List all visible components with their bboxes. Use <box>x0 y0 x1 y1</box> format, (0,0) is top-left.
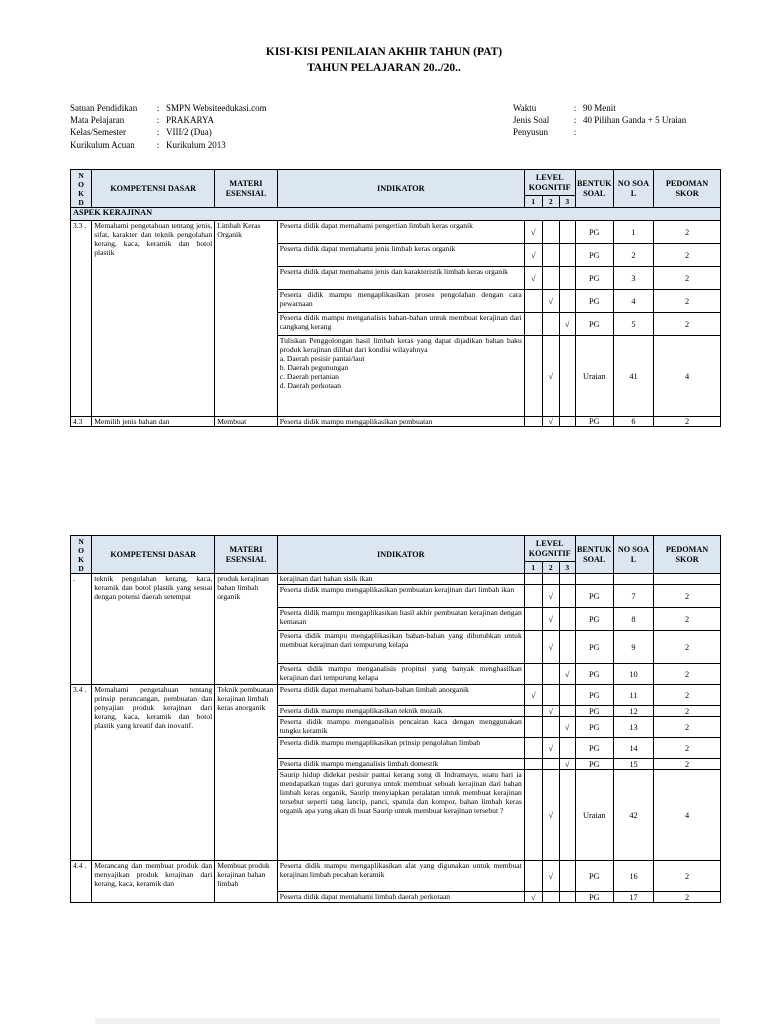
check-mark: √ <box>531 227 536 237</box>
pedoman-skor-cell: 2 <box>654 417 721 427</box>
indikator-cell <box>277 574 524 585</box>
level-2-cell <box>542 685 559 706</box>
level-3-cell <box>559 861 575 892</box>
level-1-cell <box>524 417 542 427</box>
no-soal-cell: 10 <box>613 664 653 685</box>
level-3-cell <box>559 585 575 608</box>
meta-value: SMPN Websiteedukasi.com <box>166 103 267 113</box>
level-2-cell <box>542 313 559 336</box>
header-indikator: INDIKATOR <box>277 170 524 208</box>
pedoman-skor-cell <box>654 574 721 585</box>
header-level-kognitif: LEVEL KOGNITIF <box>524 536 575 562</box>
kisi-kisi-table-1 <box>70 169 721 427</box>
check-mark: √ <box>548 743 554 753</box>
indikator-text: Peserta didik dapat memahami jenis dan karakteristik limbah keras organik <box>279 267 508 276</box>
check-mark: √ <box>564 722 570 732</box>
level-1-cell <box>524 664 542 685</box>
pedoman-skor-cell: 2 <box>654 631 721 664</box>
header-bentuk-soal: BENTUK SOAL <box>575 170 613 208</box>
meta-colon: : <box>573 127 577 138</box>
materi-esensial-text: Teknik pembuatan kerajinan limbah keras anorganik <box>215 685 278 861</box>
level-2-cell <box>542 631 559 664</box>
indikator-text: Peserta didik mampu menganalisis limbah domestik <box>279 759 439 768</box>
check-mark: √ <box>548 417 554 426</box>
header-indikator: INDIKATOR <box>277 536 524 574</box>
check-mark: √ <box>548 871 554 881</box>
indikator-cell <box>277 685 524 706</box>
indikator-cell <box>277 717 524 738</box>
indikator-text: Peserta didik mampu mengaplikasikan proses pengolahan dengan cara pewarnaan <box>279 290 522 308</box>
indikator-cell <box>277 631 524 664</box>
level-1-cell <box>524 608 542 631</box>
meta-value: PRAKARYA <box>166 115 215 126</box>
aspect-heading: ASPEK KERAJINAN <box>71 208 721 221</box>
level-2-cell <box>542 608 559 631</box>
level-3-cell <box>559 664 575 685</box>
indikator-cell <box>277 759 524 770</box>
bentuk-soal-cell: PG <box>575 608 613 631</box>
meta-label: Kurikulum Acuan <box>70 139 135 150</box>
kd-number: 3.4 . <box>71 685 92 861</box>
indikator-text: Peserta didik mampu menganalisis propinsi yang banyak menghasilkan kerajinan dari tempurung kelapa <box>279 664 522 682</box>
header-level-3: 3 <box>559 196 575 208</box>
meta-row <box>70 114 267 126</box>
kd-number: . <box>71 574 92 685</box>
indikator-text: Peserta didik mampu mengaplikasikan pembuatan <box>279 417 433 426</box>
header-level-1: 1 <box>524 562 542 574</box>
level-3-cell <box>559 759 575 770</box>
check-mark: √ <box>548 371 554 381</box>
meta-colon: : <box>573 103 577 113</box>
indikator-cell <box>277 221 524 244</box>
indikator-cell <box>277 313 524 336</box>
level-2-cell <box>542 738 559 759</box>
meta-value: 40 Pilihan Ganda + 5 Uraian <box>583 115 687 126</box>
meta-value: VIII/2 (Dua) <box>166 127 212 138</box>
level-3-cell <box>559 892 575 903</box>
indikator-cell <box>277 244 524 267</box>
pedoman-skor-cell: 2 <box>654 706 721 717</box>
level-1-cell <box>524 631 542 664</box>
level-3-cell <box>559 574 575 585</box>
level-3-cell <box>559 221 575 244</box>
check-mark: √ <box>548 591 554 601</box>
header-bentuk-soal: BENTUK SOAL <box>575 536 613 574</box>
check-mark: √ <box>548 810 554 820</box>
pedoman-skor-cell: 2 <box>654 267 721 290</box>
indikator-text: Peserta didik mampu mengaplikasikan bahan-bahan yang dibutuhkan untuk membuat kerajinan dari tempurung kelapa <box>279 631 522 649</box>
meta-label: Jenis Soal <box>513 115 550 126</box>
indikator-text: Peserta didik dapat memahami pengertian limbah keras organik <box>279 221 473 230</box>
meta-label: Waktu <box>513 103 537 113</box>
pedoman-skor-cell: 2 <box>654 685 721 706</box>
level-3-cell <box>559 706 575 717</box>
indikator-option: c. Daerah pertanian <box>279 372 339 381</box>
kd-number: 4.4 . <box>71 861 92 903</box>
bentuk-soal-cell: PG <box>575 664 613 685</box>
table-row <box>71 861 721 892</box>
bentuk-soal-cell <box>575 574 613 585</box>
level-3-cell <box>559 417 575 427</box>
no-soal-cell: 6 <box>613 417 653 427</box>
level-1-cell <box>524 221 542 244</box>
check-mark: √ <box>531 690 536 700</box>
meta-colon: : <box>573 115 577 126</box>
pedoman-skor-cell: 2 <box>654 664 721 685</box>
bentuk-soal-cell: PG <box>575 631 613 664</box>
level-2-cell <box>542 290 559 313</box>
indikator-option: a. Daerah pesisir pantai/laut <box>279 354 365 363</box>
indikator-cell <box>277 664 524 685</box>
indikator-cell <box>277 770 524 861</box>
indikator-cell <box>277 892 524 903</box>
meta-colon: : <box>156 103 160 113</box>
pedoman-skor-cell: 2 <box>654 608 721 631</box>
indikator-cell <box>277 417 524 427</box>
no-soal-cell: 3 <box>613 267 653 290</box>
no-soal-cell: 13 <box>613 717 653 738</box>
header-level-kognitif: LEVEL KOGNITIF <box>524 170 575 196</box>
level-3-cell <box>559 313 575 336</box>
bentuk-soal-cell: PG <box>575 417 613 427</box>
table-row <box>71 685 721 706</box>
meta-colon: : <box>156 139 160 150</box>
meta-label: Mata Pelajaran <box>70 115 125 126</box>
bentuk-soal-cell: PG <box>575 313 613 336</box>
meta-colon: : <box>156 127 160 138</box>
check-mark: √ <box>548 614 554 624</box>
header-kompetensi-dasar: KOMPETENSI DASAR <box>92 170 215 208</box>
header-materi-esensial: MATERI ESENSIAL <box>215 536 278 574</box>
level-1-cell <box>524 685 542 706</box>
page-bottom-edge <box>95 1018 720 1024</box>
bentuk-soal-cell: PG <box>575 290 613 313</box>
indikator-text: Peserta didik mampu mengaplikasikan prinsip pengolahan limbah <box>279 738 481 747</box>
level-2-cell <box>542 221 559 244</box>
level-1-cell <box>524 313 542 336</box>
indikator-text: Peserta didik dapat memahami limbah daerah perkotaan <box>279 892 451 901</box>
level-2-cell <box>542 770 559 861</box>
header-pedoman-skor: PEDOMAN SKOR <box>654 170 721 208</box>
indikator-text: Peserta didik mampu mengaplikasikan pembuatan kerajinan dari limbah ikan <box>279 585 515 594</box>
level-2-cell <box>542 759 559 770</box>
indikator-cell <box>277 608 524 631</box>
level-2-cell <box>542 574 559 585</box>
meta-label: Penyusun <box>513 127 549 138</box>
bentuk-soal-cell: PG <box>575 685 613 706</box>
level-2-cell <box>542 417 559 427</box>
header-level-2: 2 <box>542 196 559 208</box>
level-2-cell <box>542 585 559 608</box>
indikator-text: Peserta didik mampu mengaplikasikan alat yang digunakan untuk membuat kerajinan limbah pecahan keramik <box>279 861 522 879</box>
level-1-cell <box>524 770 542 861</box>
kd-number: 4.3 <box>71 417 92 427</box>
bentuk-soal-cell: PG <box>575 221 613 244</box>
indikator-text: Saurip hidup didekat pesisir pantai kerang song di Indramayu, suatu hari ia mendapatkan tugas dari gurunya untuk membuat sebuah kerajinan dari bahan limbah keras organik, Saurip menyiapkan peralatan untuk membuat kerajinan tersebut seperti tang lancip, panci, spatula dan kompor, bahan limbah keras organik apa yang akan di buat Saurip untuk membuat kerajinan tersebut ? <box>279 770 522 815</box>
pedoman-skor-cell: 2 <box>654 738 721 759</box>
level-1-cell <box>524 585 542 608</box>
materi-esensial-text: Membuat <box>215 417 278 427</box>
level-1-cell <box>524 738 542 759</box>
document-title: KISI-KISI PENILAIAN AKHIR TAHUN (PAT) <box>265 46 503 58</box>
pedoman-skor-cell: 2 <box>654 585 721 608</box>
bentuk-soal-cell: PG <box>575 717 613 738</box>
materi-esensial-text: produk kerajinan bahan limbah organik <box>215 574 278 685</box>
bentuk-soal-cell: PG <box>575 738 613 759</box>
check-mark: √ <box>531 250 536 260</box>
header-no-soal: NO SOA L <box>613 536 653 574</box>
indikator-text: Peserta didik mampu mengaplikasikan hasil akhir pembuatan kerajinan dengan kemasan <box>279 608 522 626</box>
no-soal-cell: 11 <box>613 685 653 706</box>
meta-label: Satuan Pendidikan <box>70 103 138 113</box>
no-soal-cell: 42 <box>613 770 653 861</box>
pedoman-skor-cell: 2 <box>654 290 721 313</box>
level-3-cell <box>559 738 575 759</box>
header-level-1: 1 <box>524 196 542 208</box>
level-2-cell <box>542 336 559 417</box>
header-no-kd: N O K D <box>71 170 92 208</box>
materi-esensial-text: Membuat produk kerajinan bahan limbah <box>215 861 278 903</box>
no-soal-cell: 4 <box>613 290 653 313</box>
check-mark: √ <box>564 669 570 679</box>
no-soal-cell: 14 <box>613 738 653 759</box>
document-subtitle: TAHUN PELAJARAN 20../20.. <box>307 62 461 74</box>
header-no-soal: NO SOA L <box>613 170 653 208</box>
level-2-cell <box>542 706 559 717</box>
indikator-cell <box>277 290 524 313</box>
indikator-text: Peserta didik mampu menganalisis bahan-bahan untuk membuat kerajinan dari cangkang kerang <box>279 313 522 331</box>
level-3-cell <box>559 717 575 738</box>
level-2-cell <box>542 244 559 267</box>
no-soal-cell: 12 <box>613 706 653 717</box>
pedoman-skor-cell: 2 <box>654 244 721 267</box>
bentuk-soal-cell: PG <box>575 759 613 770</box>
meta-row <box>513 102 686 114</box>
level-3-cell <box>559 290 575 313</box>
level-3-cell <box>559 244 575 267</box>
indikator-option: d. Daerah perkotaan <box>279 381 342 390</box>
meta-right <box>513 102 686 139</box>
no-soal-cell: 17 <box>613 892 653 903</box>
meta-colon: : <box>156 115 160 126</box>
bentuk-soal-cell: PG <box>575 892 613 903</box>
pedoman-skor-cell: 2 <box>654 861 721 892</box>
level-3-cell <box>559 336 575 417</box>
kisi-kisi-table-2 <box>70 535 721 903</box>
indikator-cell <box>277 738 524 759</box>
pedoman-skor-cell: 4 <box>654 770 721 861</box>
kompetensi-dasar-text: Memahami pengetahuan tentang prinsip perancangan, pembuatan dan penyajian produk kerajinan dari kerang, kaca, keramik dan botol plastik yang kreatif dan inovatif. <box>92 685 215 861</box>
kompetensi-dasar-text: teknik pengolahan kerang, kaca, keramik dan botol plastik yang sesuai dengan potensi daerah setempat <box>92 574 215 685</box>
bentuk-soal-cell: Uraian <box>575 336 613 417</box>
level-3-cell <box>559 685 575 706</box>
level-1-cell <box>524 574 542 585</box>
check-mark: √ <box>531 273 536 283</box>
table-row <box>71 417 721 427</box>
no-soal-cell <box>613 574 653 585</box>
meta-row <box>70 139 267 151</box>
check-mark: √ <box>548 296 554 306</box>
check-mark: √ <box>531 892 536 902</box>
level-3-cell <box>559 770 575 861</box>
bentuk-soal-cell: PG <box>575 706 613 717</box>
no-soal-cell: 7 <box>613 585 653 608</box>
header-kompetensi-dasar: KOMPETENSI DASAR <box>92 536 215 574</box>
indikator-text: Peserta didik dapat memahami bahan-bahan limbah anorganik <box>279 685 469 694</box>
pedoman-skor-cell: 2 <box>654 717 721 738</box>
indikator-text: Peserta didik mampu menganalisis pencairan kaca dengan menggunakan tungku keramik <box>279 717 522 735</box>
meta-label: Kelas/Semester <box>70 127 126 138</box>
no-soal-cell: 1 <box>613 221 653 244</box>
level-3-cell <box>559 267 575 290</box>
bentuk-soal-cell: PG <box>575 267 613 290</box>
indikator-cell <box>277 267 524 290</box>
table-row <box>71 574 721 585</box>
pedoman-skor-cell: 2 <box>654 313 721 336</box>
pedoman-skor-cell: 2 <box>654 892 721 903</box>
level-1-cell <box>524 892 542 903</box>
level-1-cell <box>524 267 542 290</box>
level-1-cell <box>524 290 542 313</box>
pedoman-skor-cell: 2 <box>654 759 721 770</box>
level-1-cell <box>524 759 542 770</box>
indikator-cell <box>277 706 524 717</box>
meta-value: 90 Menit <box>583 103 616 113</box>
level-3-cell <box>559 608 575 631</box>
no-soal-cell: 9 <box>613 631 653 664</box>
meta-left <box>70 102 267 151</box>
bentuk-soal-cell: PG <box>575 585 613 608</box>
meta-value: Kurikulum 2013 <box>166 139 226 150</box>
check-mark: √ <box>564 319 570 329</box>
check-mark: √ <box>564 759 570 769</box>
no-soal-cell: 15 <box>613 759 653 770</box>
level-1-cell <box>524 717 542 738</box>
indikator-text: Tuliskan Penggolongan hasil limbah keras yang dapat dijadikan bahan baku produk kerajinan dilihat dari kondisi wilayahnya <box>279 336 522 354</box>
check-mark: √ <box>548 642 554 652</box>
meta-row <box>70 126 267 138</box>
level-1-cell <box>524 861 542 892</box>
indikator-text: Peserta didik dapat memahami jenis limbah keras organik <box>279 244 456 253</box>
indikator-cell <box>277 861 524 892</box>
kompetensi-dasar-text: Memahami pengetahuan tentang jenis, sifat, karakter dan teknik pengolahan kerang, kaca, keramik dan botol plastik <box>92 221 215 417</box>
no-soal-cell: 16 <box>613 861 653 892</box>
kompetensi-dasar-text: Memilih jenis bahan dan <box>92 417 215 427</box>
header-level-3: 3 <box>559 562 575 574</box>
meta-row <box>70 102 267 114</box>
kompetensi-dasar-text: Merancang dan membuat produk dan menyajikan produk kerajinan dari kerang, kaca, keramik dan <box>92 861 215 903</box>
level-2-cell <box>542 717 559 738</box>
level-2-cell <box>542 267 559 290</box>
indikator-cell <box>277 585 524 608</box>
header-no-kd: N O K D <box>71 536 92 574</box>
table-row <box>71 221 721 244</box>
check-mark: √ <box>548 706 554 716</box>
meta-value <box>580 126 583 138</box>
level-1-cell <box>524 336 542 417</box>
no-soal-cell: 41 <box>613 336 653 417</box>
no-soal-cell: 8 <box>613 608 653 631</box>
kd-number: 3.3 . <box>71 221 92 417</box>
level-2-cell <box>542 892 559 903</box>
level-2-cell <box>542 664 559 685</box>
header-materi-esensial: MATERI ESENSIAL <box>215 170 278 208</box>
meta-row <box>513 114 686 126</box>
bentuk-soal-cell: PG <box>575 244 613 267</box>
level-1-cell <box>524 706 542 717</box>
indikator-cell <box>277 336 524 417</box>
pedoman-skor-cell: 2 <box>654 221 721 244</box>
indikator-option: b. Daerah pegunungan <box>279 363 349 372</box>
meta-row <box>513 126 686 138</box>
level-3-cell <box>559 631 575 664</box>
pedoman-skor-cell: 4 <box>654 336 721 417</box>
header-level-2: 2 <box>542 562 559 574</box>
indikator-text: kerajinan dari bahan sisik ikan <box>279 574 373 583</box>
bentuk-soal-cell: Uraian <box>575 770 613 861</box>
level-1-cell <box>524 244 542 267</box>
level-2-cell <box>542 861 559 892</box>
bentuk-soal-cell: PG <box>575 861 613 892</box>
indikator-text: Peserta didik mampu mengaplikasikan teknik mozaik <box>279 706 443 715</box>
materi-esensial-text: Limbah Keras Organik <box>215 221 278 417</box>
no-soal-cell: 2 <box>613 244 653 267</box>
no-soal-cell: 5 <box>613 313 653 336</box>
header-pedoman-skor: PEDOMAN SKOR <box>654 536 721 574</box>
